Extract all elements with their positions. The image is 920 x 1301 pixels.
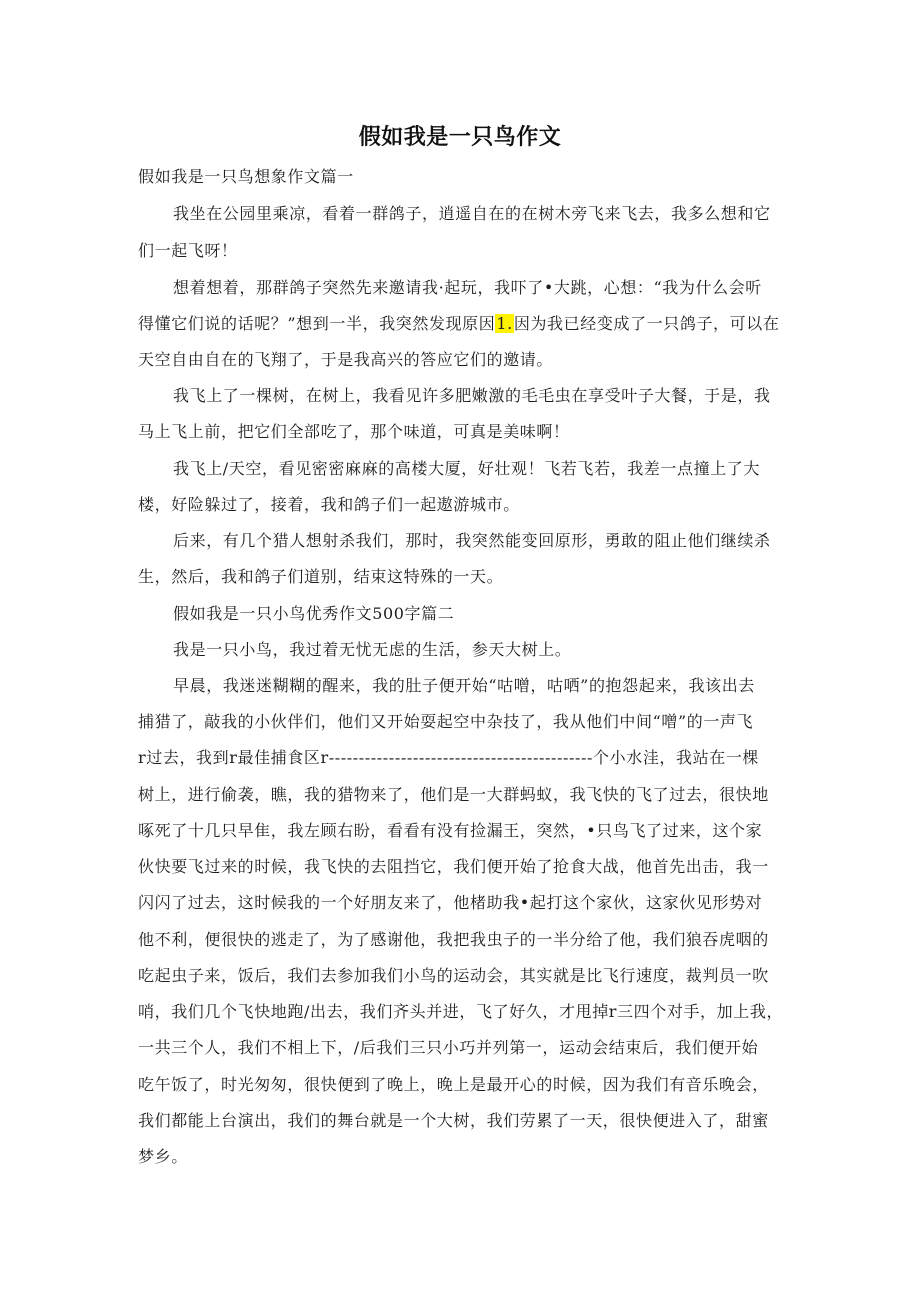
s1-p3-line2: 马上飞上前，把它们全部吃了，那个味道，可真是美味啊！: [138, 422, 570, 441]
s2-p2-line13: 我们都能上台演出，我们的舞台就是一个大树，我们劳累了一天，很快便进入了，甜蜜: [138, 1111, 769, 1130]
s1-p2-line3: 天空自由自在的飞翔了，于是我高兴的答应它们的邀请。: [138, 350, 554, 369]
s2-p2-line12: 吃午饭了，时光匆匆，很快便到了晚上，晚上是最开心的时候，因为我们有音乐晚会，: [138, 1075, 769, 1094]
section1-heading: 假如我是一只鸟想象作文篇一: [138, 167, 354, 186]
s2-p2-line5: 啄死了十几只早隹，我左顾右盼，看看有没有捡漏王，突然，•只鸟飞了过来，这个家: [138, 821, 763, 840]
s1-p4-line2: 楼，好险躲过了，接着，我和鸽子们一起遨游城市。: [138, 495, 520, 514]
s1-p4-line1: 我飞上/天空，看见密密麻麻的高楼大厦，好壮观！飞若飞若，我差一点撞上了大: [173, 459, 760, 478]
document-title: 假如我是一只鸟作文: [358, 125, 562, 150]
highlighted-marker: 1.: [496, 314, 513, 333]
s2-p2-line1: 早晨，我迷迷糊糊的醒来，我的肚子便开始“咕噌，咕哂”的抱怨起来，我该出去: [173, 676, 755, 695]
s1-p2-line2: [138, 313, 779, 335]
s2-p2-line14: 梦乡。: [138, 1147, 188, 1166]
s1-p1-line2: 们一起飞呀！: [138, 241, 238, 260]
s2-p2-line9: 吃起虫子来，饭后，我们去参加我们小鸟的运动会，其实就是比飞行速度，裁判员一吹: [138, 966, 769, 985]
s1-p2-line1: 想着想着，那群鸽子突然先来邀请我·起玩，我吓了•大跳，心想：“我为什么会听: [173, 278, 762, 297]
s2-p2-line8: 他不利，便很快的逃走了，为了感谢他，我把我虫子的一半分给了他，我们狼吞虎咽的: [138, 930, 769, 949]
s2-p2-line3: r过去，我到r最佳捕食区r--------------------------------------------个小水洼，我站在一棵: [138, 748, 760, 767]
s1-p5-line2: 生，然后，我和鸽子们道别，结束这特殊的一天。: [138, 567, 504, 586]
s1-p5-line1: 后来，有几个猎人想射杀我们，那时，我突然能变回原形，勇敢的阻止他们继续杀: [173, 531, 771, 550]
s2-p2-line7: 闪闪了过去，这时候我的一个好朋友来了，他楮助我•起打这个家伙，这家伙见形势对: [138, 893, 763, 912]
s1-p1-line1: 我坐在公园里乘凉，看着一群鸽子，逍遥自在的在树木旁飞来飞去，我多么想和它: [173, 204, 771, 223]
s1-p2-line2-end: 因为我已经变成了一只鸽子，可以在: [513, 314, 780, 333]
s2-p2-line6: 伙快要飞过来的时候，我飞快的去阻挡它，我们便开始了抢食大战，他首先出击，我一: [138, 857, 769, 876]
s2-p2-line10: 哨，我们几个飞快地跑/出去，我们齐头并进，飞了好久，才甩掉r三四个对手，加上我，: [138, 1002, 784, 1021]
s2-p2-line11: 一共三个人，我们不相上下，/后我们三只小巧并列第一，运动会结束后，我们便开始: [138, 1038, 759, 1057]
section2-heading: 假如我是一只小鸟优秀作文500字篇二: [173, 604, 455, 623]
s1-p2-line2-start: 得懂它们说的话呢？”想到一半，我突然发现原因: [138, 314, 496, 333]
s2-p2-line2: 捕猎了，敲我的小伙伴们，他们又开始耍起空中杂技了，我从他们中间“噌”的一声飞: [138, 712, 754, 731]
s1-p3-line1: 我飞上了一棵树，在树上，我看见许多肥嫩激的毛毛虫在享受叶子大餐，于是，我: [173, 386, 771, 405]
s2-p1: 我是一只小鸟，我过着无忧无虑的生活，参天大树上。: [173, 640, 572, 659]
s2-p2-line4: 树上，进行偷袭，瞧，我的猎物来了，他们是一大群蚂蚁，我飞快的飞了过去，很快地: [138, 785, 769, 804]
